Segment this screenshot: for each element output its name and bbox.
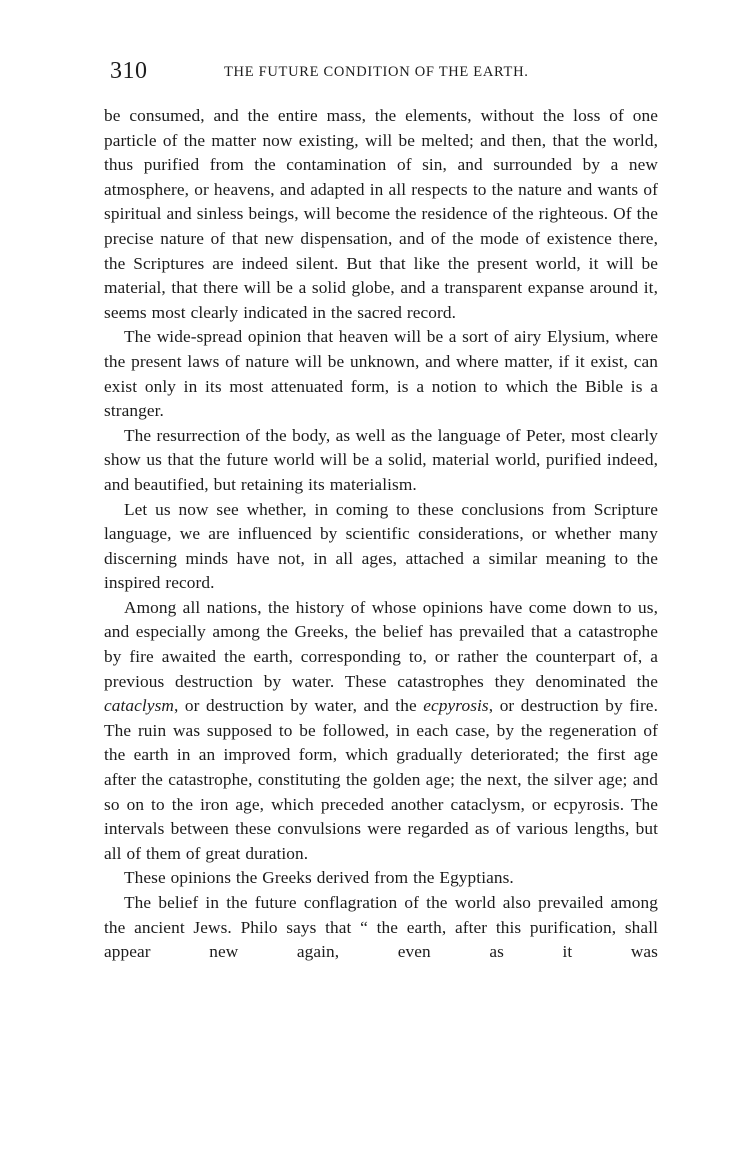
page-number: 310 (110, 58, 148, 84)
running-head: THE FUTURE CONDITION OF THE EARTH. (224, 64, 529, 80)
term-cataclysm: cataclysm (104, 696, 174, 716)
paragraph-elysium: The wide-spread opinion that heaven will be a sort of airy Elysium, where the present laws of nature will be unknown, and where matter, if it exist, can exist only in its most attenuated form, is a notion to which the Bible is a stranger. (104, 327, 658, 421)
paragraph-greek-belief (104, 596, 658, 867)
paragraph-egyptians: These opinions the Greeks derived from the Egyptians. (124, 868, 514, 888)
paragraph-jews-philo: The belief in the future conflagration of the world also prevailed among the ancient Jews. Philo says that “ the earth, after this purification, shall appear new again, even as it was (104, 893, 658, 962)
page-header (104, 58, 658, 92)
paragraph-continuation: be consumed, and the entire mass, the elements, without the loss of one particle of the matter now existing, will be melted; and then, that the world, thus purified from the contamination of sin, and surrounded by a new atmosphere, or heavens, and adapted in all respects to the nature and wants of spiritual and sinless beings, will become the residence of the righteous. Of the precise nature of that new dispensation, and of the mode of existence there, the Scriptures are indeed silent. But that like the present world, it will be material, that there will be a solid globe, and a transparent expanse around it, seems most clearly indicated in the sacred record. (104, 106, 658, 322)
book-page (104, 58, 658, 962)
paragraph-scripture-language: Let us now see whether, in coming to these conclusions from Scripture language, we are influenced by scientific considerations, or whether many discerning minds have not, in all ages, attached a similar meaning to the inspired record. (104, 499, 658, 593)
term-ecpyrosis: ecpyrosis (423, 696, 489, 716)
paragraph-resurrection: The resurrection of the body, as well as the language of Peter, most clearly show us that the future world will be a solid, material world, purified indeed, and beautified, but retaining its materialism. (104, 425, 658, 494)
paragraph-greek-belief-part3: , or destruction by fire. The ruin was supposed to be followed, in each case, by the regeneration of the earth in an improved form, which gradually deteriorated; the first age after the catastrophe, constituting the golden age; the next, the silver age; and so on to the iron age, which preceded another cataclysm, or ecpyrosis. The intervals between these convulsions were regarded as of various lengths, but all of them of great duration. (104, 696, 658, 863)
body-text (104, 104, 658, 965)
paragraph-greek-belief-part2: , or destruction by water, and the (174, 696, 424, 716)
paragraph-greek-belief-part1: Among all nations, the history of whose opinions have come down to us, and especially among the Greeks, the belief has prevailed that a catastrophe by fire awaited the earth, corresponding to, or rather the counterpart of, a previous destruction by water. These catastrophes they denominated the (104, 597, 658, 691)
